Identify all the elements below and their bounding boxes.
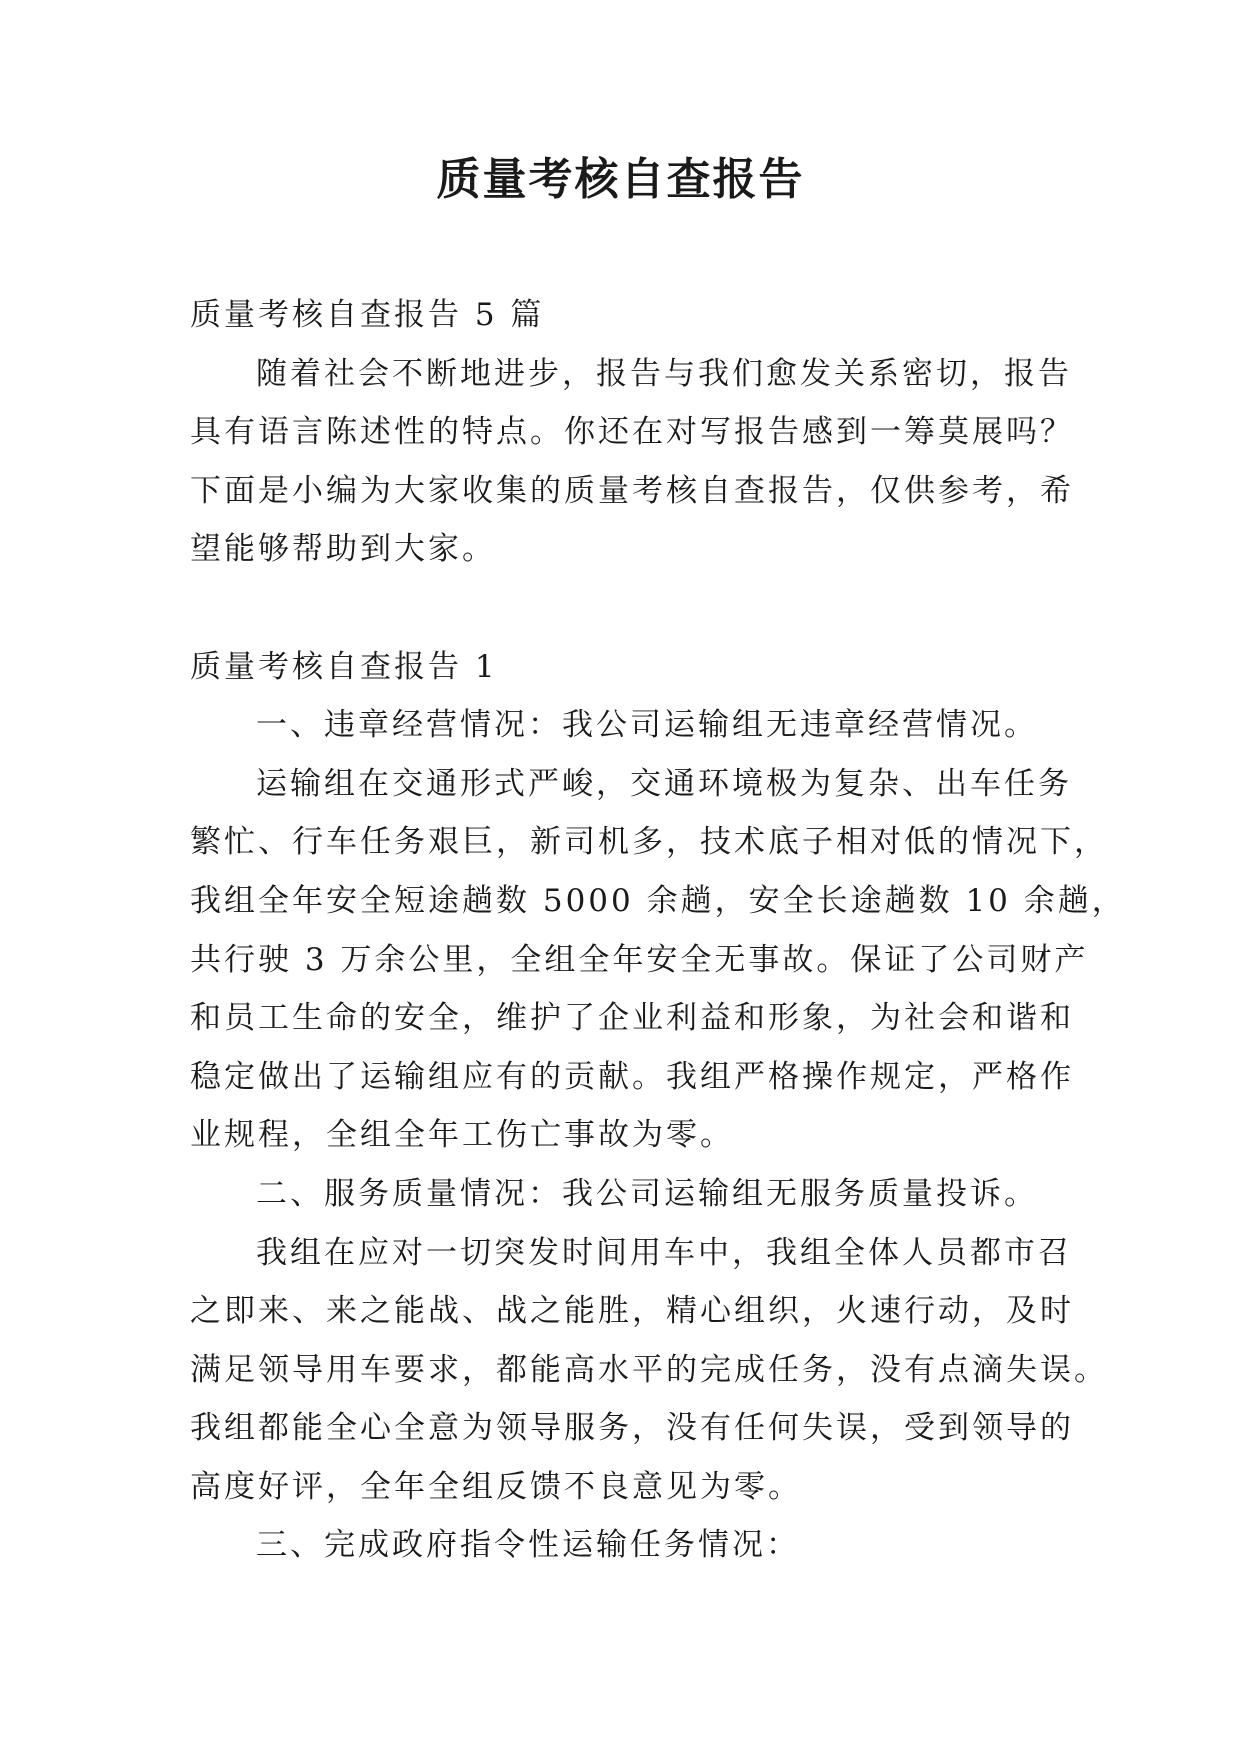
- document-title: 质量考核自查报告: [436, 154, 805, 205]
- body-line: 运输组在交通形式严峻，交通环境极为复杂、出车任务: [256, 765, 1072, 802]
- body-line: 和员工生命的安全，维护了企业利益和形象，为社会和谐和: [190, 1000, 1074, 1037]
- document-body: [190, 286, 1126, 1575]
- body-line: 共行驶 3 万余公里，全组全年安全无事故。保证了公司财产: [190, 941, 1089, 978]
- body-line: 高度好评，全年全组反馈不良意见为零。: [190, 1468, 802, 1505]
- item-title: 二、服务质量情况：我公司运输组无服务质量投诉。: [256, 1175, 1038, 1212]
- body-line: 我组全年安全短途趟数 5000 余趟，安全长途趟数 10 余趟，: [190, 882, 1126, 919]
- paragraph-gap: [190, 579, 1070, 638]
- body-line: 我组在应对一切突发时间用车中，我组全体人员都市召: [256, 1234, 1072, 1271]
- body-line: 业规程，全组全年工伤亡事故为零。: [190, 1117, 734, 1154]
- body-line: 满足领导用车要求，都能高水平的完成任务，没有点滴失误。: [190, 1351, 1108, 1388]
- body-line: 繁忙、行车任务艰巨，新司机多，技术底子相对低的情况下，: [190, 824, 1108, 861]
- intro-line: 具有语言陈述性的特点。你还在对写报告感到一筹莫展吗？: [190, 414, 1074, 451]
- subtitle: 质量考核自查报告 5 篇: [190, 297, 545, 333]
- body-line: 我组都能全心全意为领导服务，没有任何失误，受到领导的: [190, 1410, 1074, 1447]
- body-line: 稳定做出了运输组应有的贡献。我组严格操作规定，严格作: [190, 1058, 1074, 1095]
- intro-line: 下面是小编为大家收集的质量考核自查报告，仅供参考，希: [190, 472, 1074, 509]
- intro-line: 随着社会不断地进步，报告与我们愈发关系密切，报告: [256, 355, 1072, 392]
- intro-line: 望能够帮助到大家。: [190, 531, 496, 568]
- body-line: 之即来、来之能战、战之能胜，精心组织，火速行动，及时: [190, 1293, 1074, 1330]
- item-title: 一、违章经营情况：我公司运输组无违章经营情况。: [256, 707, 1038, 744]
- section-heading: 质量考核自查报告 1: [190, 648, 498, 685]
- item-title: 三、完成政府指令性运输任务情况：: [256, 1527, 800, 1564]
